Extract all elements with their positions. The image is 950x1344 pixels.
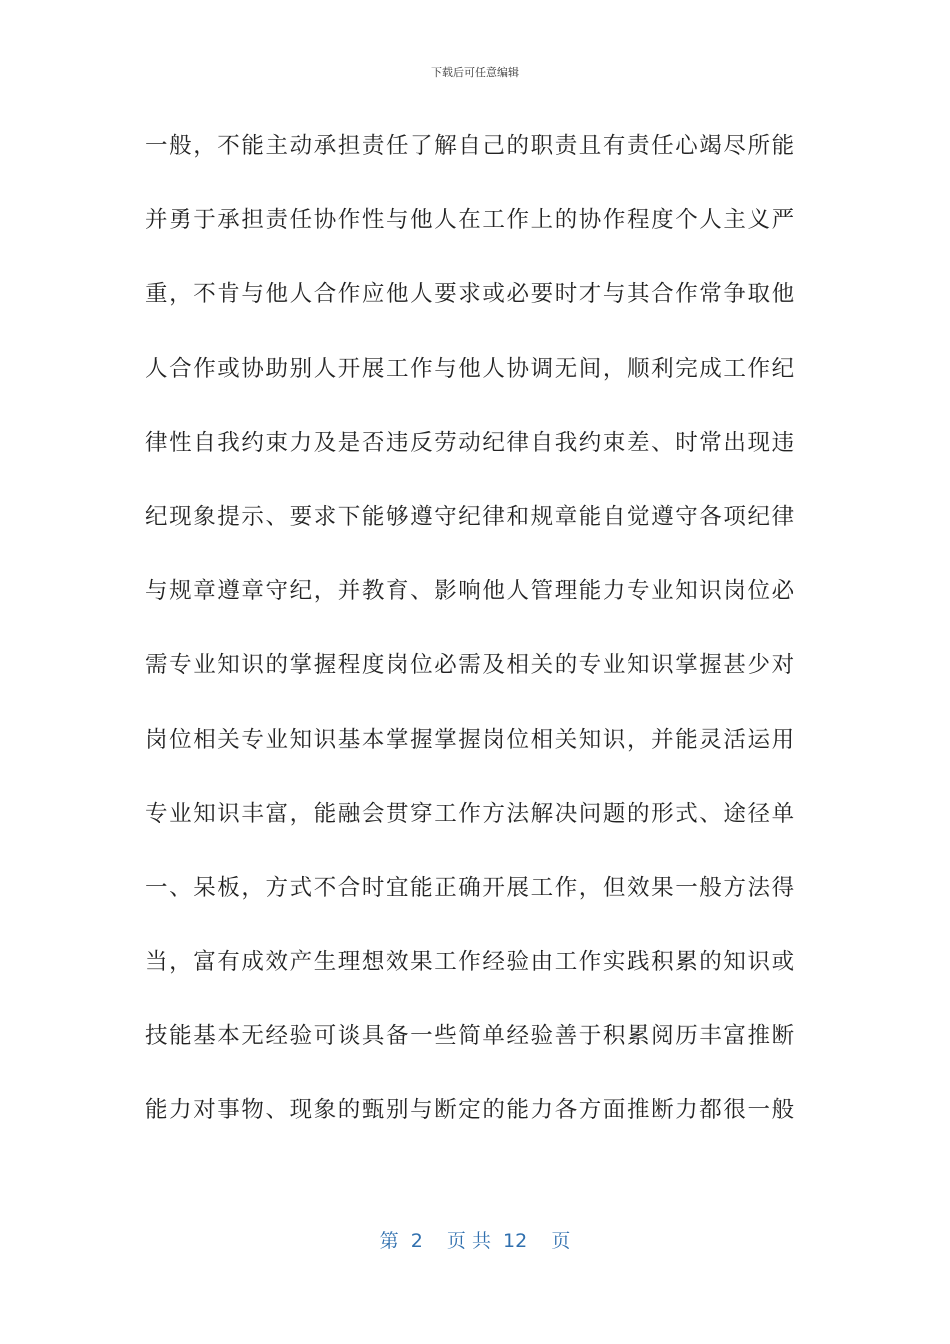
body-line: 当，富有成效产生理想效果工作经验由工作实践积累的知识或 <box>145 949 795 976</box>
body-line: 能力对事物、现象的甄别与断定的能力各方面推断力都很一般 <box>145 1097 795 1124</box>
body-line: 纪现象提示、要求下能够遵守纪律和规章能自觉遵守各项纪律 <box>145 503 795 530</box>
body-line: 一般，不能主动承担责任了解自己的职责且有责任心竭尽所能 <box>145 133 795 159</box>
document-body <box>145 118 795 1157</box>
page-header: 下载后可任意编辑 <box>431 66 519 79</box>
page-footer-pagination: 第 2 页 共 12 页 <box>379 1230 571 1252</box>
body-line: 岗位相关专业知识基本掌握掌握岗位相关知识，并能灵活运用 <box>145 726 795 753</box>
body-line: 人合作或协助别人开展工作与他人协调无间，顺利完成工作纪 <box>145 355 795 382</box>
body-line: 重，不肯与他人合作应他人要求或必要时才与其合作常争取他 <box>145 281 795 308</box>
body-line: 律性自我约束力及是否违反劳动纪律自我约束差、时常出现违 <box>145 429 795 456</box>
body-line: 技能基本无经验可谈具备一些简单经验善于积累阅历丰富推断 <box>145 1023 795 1050</box>
body-line: 一、呆板，方式不合时宜能正确开展工作，但效果一般方法得 <box>145 874 795 901</box>
body-line: 专业知识丰富，能融会贯穿工作方法解决问题的形式、途径单 <box>145 800 795 827</box>
body-line: 需专业知识的掌握程度岗位必需及相关的专业知识掌握甚少对 <box>145 652 795 679</box>
body-line: 并勇于承担责任协作性与他人在工作上的协作程度个人主义严 <box>145 207 795 234</box>
body-line: 与规章遵章守纪，并教育、影响他人管理能力专业知识岗位必 <box>145 578 795 605</box>
